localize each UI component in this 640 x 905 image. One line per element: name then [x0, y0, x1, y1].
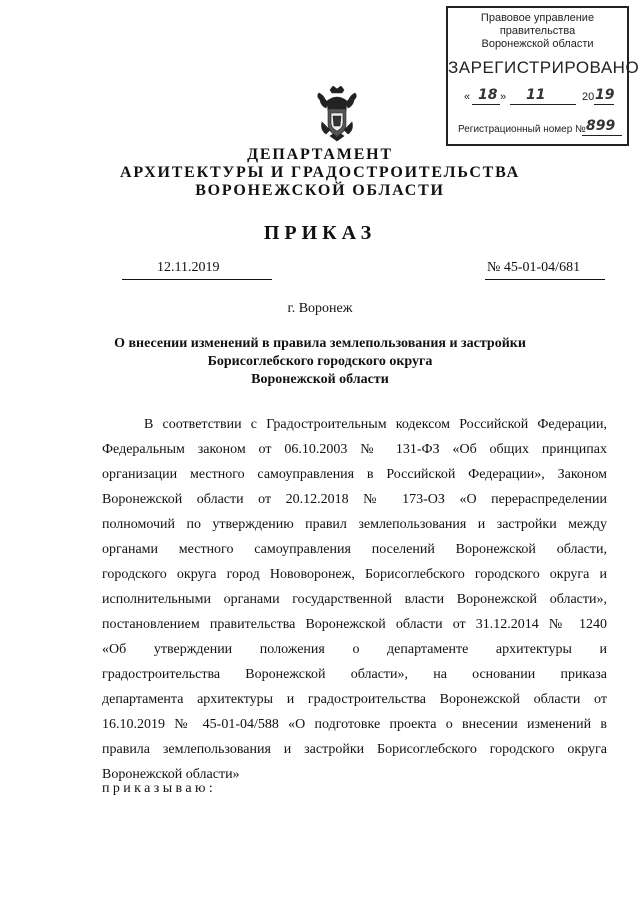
body-line: организации местного самоуправления в Российской Федерации», Законом	[102, 467, 607, 482]
body-line: Воронежской области от 20.12.2018 № 173-ОЗ «О перераспределении	[102, 492, 607, 507]
stamp-year-suffix: 19	[595, 87, 615, 103]
number-underline	[485, 279, 605, 280]
body-line: градостроительства Воронежской области», на основании приказа	[102, 667, 607, 682]
stamp-month: 11	[526, 87, 546, 103]
stamp-status: ЗАРЕГИСТРИРОВАНО	[448, 58, 640, 77]
body-line: Воронежской области»	[102, 767, 240, 782]
title-line2: Борисоглебского городского округа	[207, 354, 433, 369]
stamp-reg-value: 899	[586, 118, 616, 134]
stamp-org-line1: Правовое управление правительства	[480, 12, 595, 37]
body-line: правила землепользования и застройки Борисоглебского городского округа	[102, 742, 607, 757]
body-line: «Об утверждении положения о департаменте архитектуры и	[102, 642, 607, 657]
body-line: городского округа город Нововоронеж, Борисоглебского городского округа и	[102, 567, 607, 582]
stamp-year-prefix: 20	[582, 91, 595, 103]
body-line: 16.10.2019 № 45-01-04/588 «О подготовке проекта о внесении изменений в	[102, 717, 607, 732]
stamp-reg-number	[458, 118, 621, 135]
body-line: Федеральным законом от 06.10.2003 № 131-ФЗ «Об общих принципах	[102, 442, 607, 457]
date-underline	[122, 279, 272, 280]
body-line: органами местного самоуправления поселений Воронежской области,	[102, 542, 607, 557]
stamp-date: « 18 » 11 20 19	[464, 87, 615, 103]
registration-stamp	[446, 6, 640, 146]
stamp-day: 18	[478, 87, 498, 103]
order-word: приказываю:	[102, 781, 217, 796]
body-line: В соответствии с Градостроительным кодексом Российской Федерации,	[144, 417, 607, 432]
body-line: полномочий по утверждению правил землепользования и застройки между	[102, 517, 607, 532]
title-line1: О внесении изменений в правила землепользования и застройки	[114, 336, 526, 351]
department-line2: АРХИТЕКТУРЫ И ГРАДОСТРОИТЕЛЬСТВА	[120, 164, 520, 181]
stamp-reg-label: Регистрационный номер №	[458, 124, 586, 135]
title-line3: Воронежской области	[251, 372, 389, 387]
stamp-organization	[448, 12, 627, 51]
department-line1: ДЕПАРТАМЕНТ	[247, 146, 393, 163]
coat-of-arms-icon	[316, 86, 358, 142]
body-line: постановлением правительства Воронежской области от 31.12.2014 № 1240	[102, 617, 607, 632]
document-date: 12.11.2019	[157, 260, 220, 275]
document-number: № 45-01-04/681	[487, 260, 581, 275]
document-type: ПРИКАЗ	[263, 222, 377, 244]
body-paragraph	[102, 412, 607, 787]
body-line: департамента архитектуры и градостроительства Воронежской области от	[102, 692, 607, 707]
stamp-org-line2: Воронежской области	[481, 38, 594, 50]
city: г. Воронеж	[287, 301, 353, 316]
department-line3: ВОРОНЕЖСКОЙ ОБЛАСТИ	[195, 182, 445, 199]
body-line: исполнительными органами государственной власти Воронежской области»,	[102, 592, 607, 607]
